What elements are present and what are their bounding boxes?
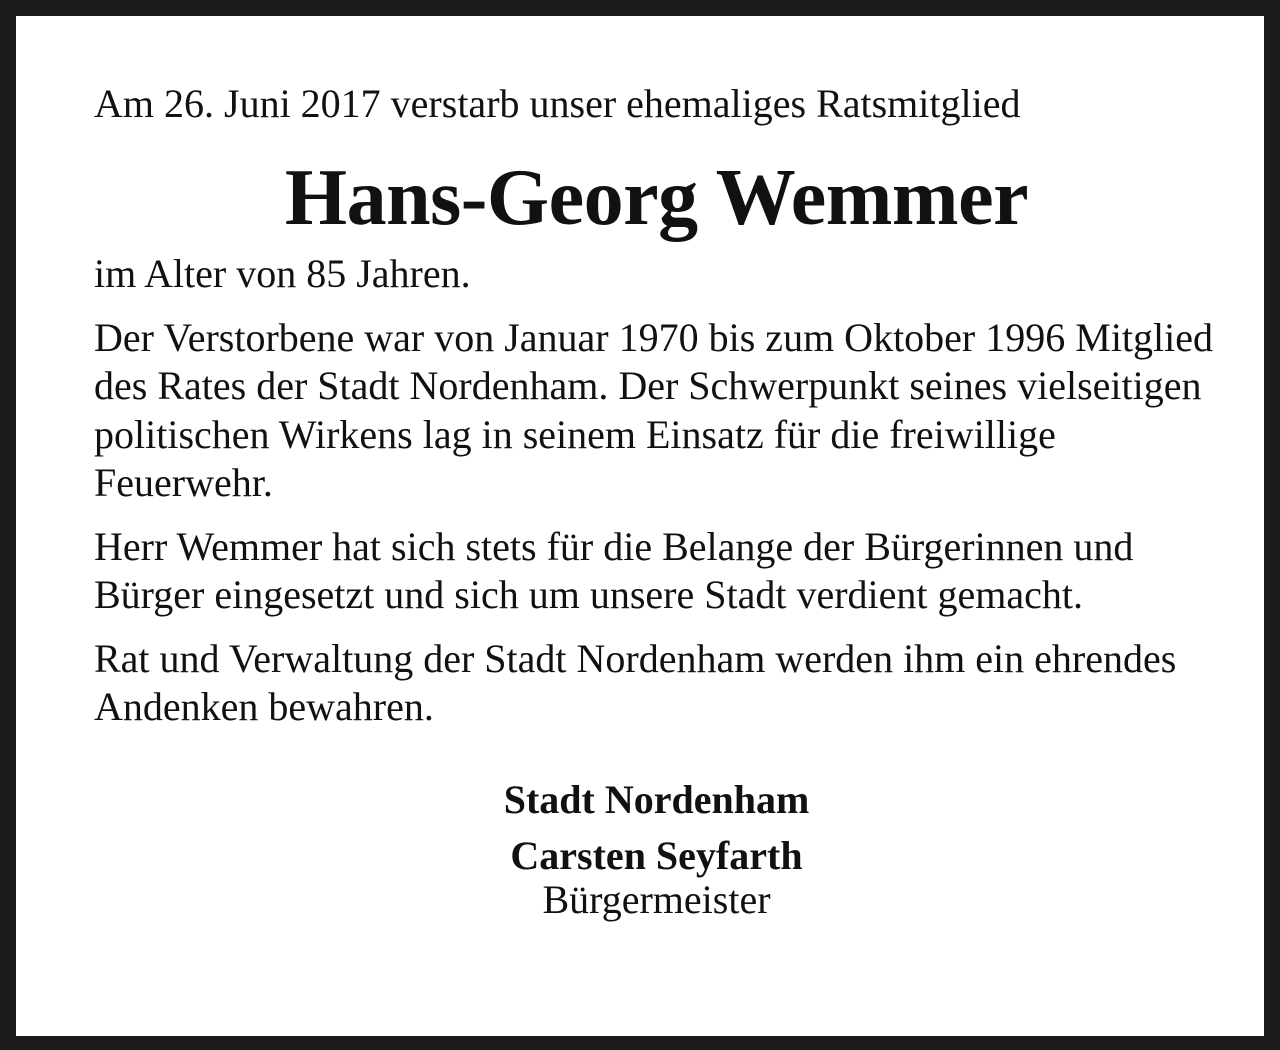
- obituary-content: [94, 80, 1219, 920]
- deceased-name: Hans-Georg Wemmer: [284, 154, 1029, 242]
- signature-organization: Stadt Nordenham: [503, 776, 810, 822]
- signature-name: Carsten Seyfarth: [510, 832, 803, 878]
- career-paragraph: Der Verstorbene war von Januar 1970 bis zum Oktober 1996 Mitglied des Rates der Stadt Nordenham. Der Schwerpunkt seines vielseitigen politischen Wirkens lag in seinem Einsatz für die freiwillige Feuerwehr.: [94, 314, 1214, 505]
- intro-line: Am 26. Juni 2017 verstarb unser ehemaliges Ratsmitglied: [94, 81, 1021, 126]
- remembrance-paragraph: Rat und Verwaltung der Stadt Nordenham werden ihm ein ehrendes Andenken bewahren.: [94, 635, 1177, 729]
- signature-title: Bürgermeister: [542, 876, 771, 922]
- age-paragraph: im Alter von 85 Jahren.: [94, 251, 471, 296]
- signature-block: [94, 776, 1219, 920]
- tribute-paragraph: Herr Wemmer hat sich stets für die Belange der Bürgerinnen und Bürger eingesetzt und sich um unsere Stadt verdient gemacht.: [94, 523, 1134, 617]
